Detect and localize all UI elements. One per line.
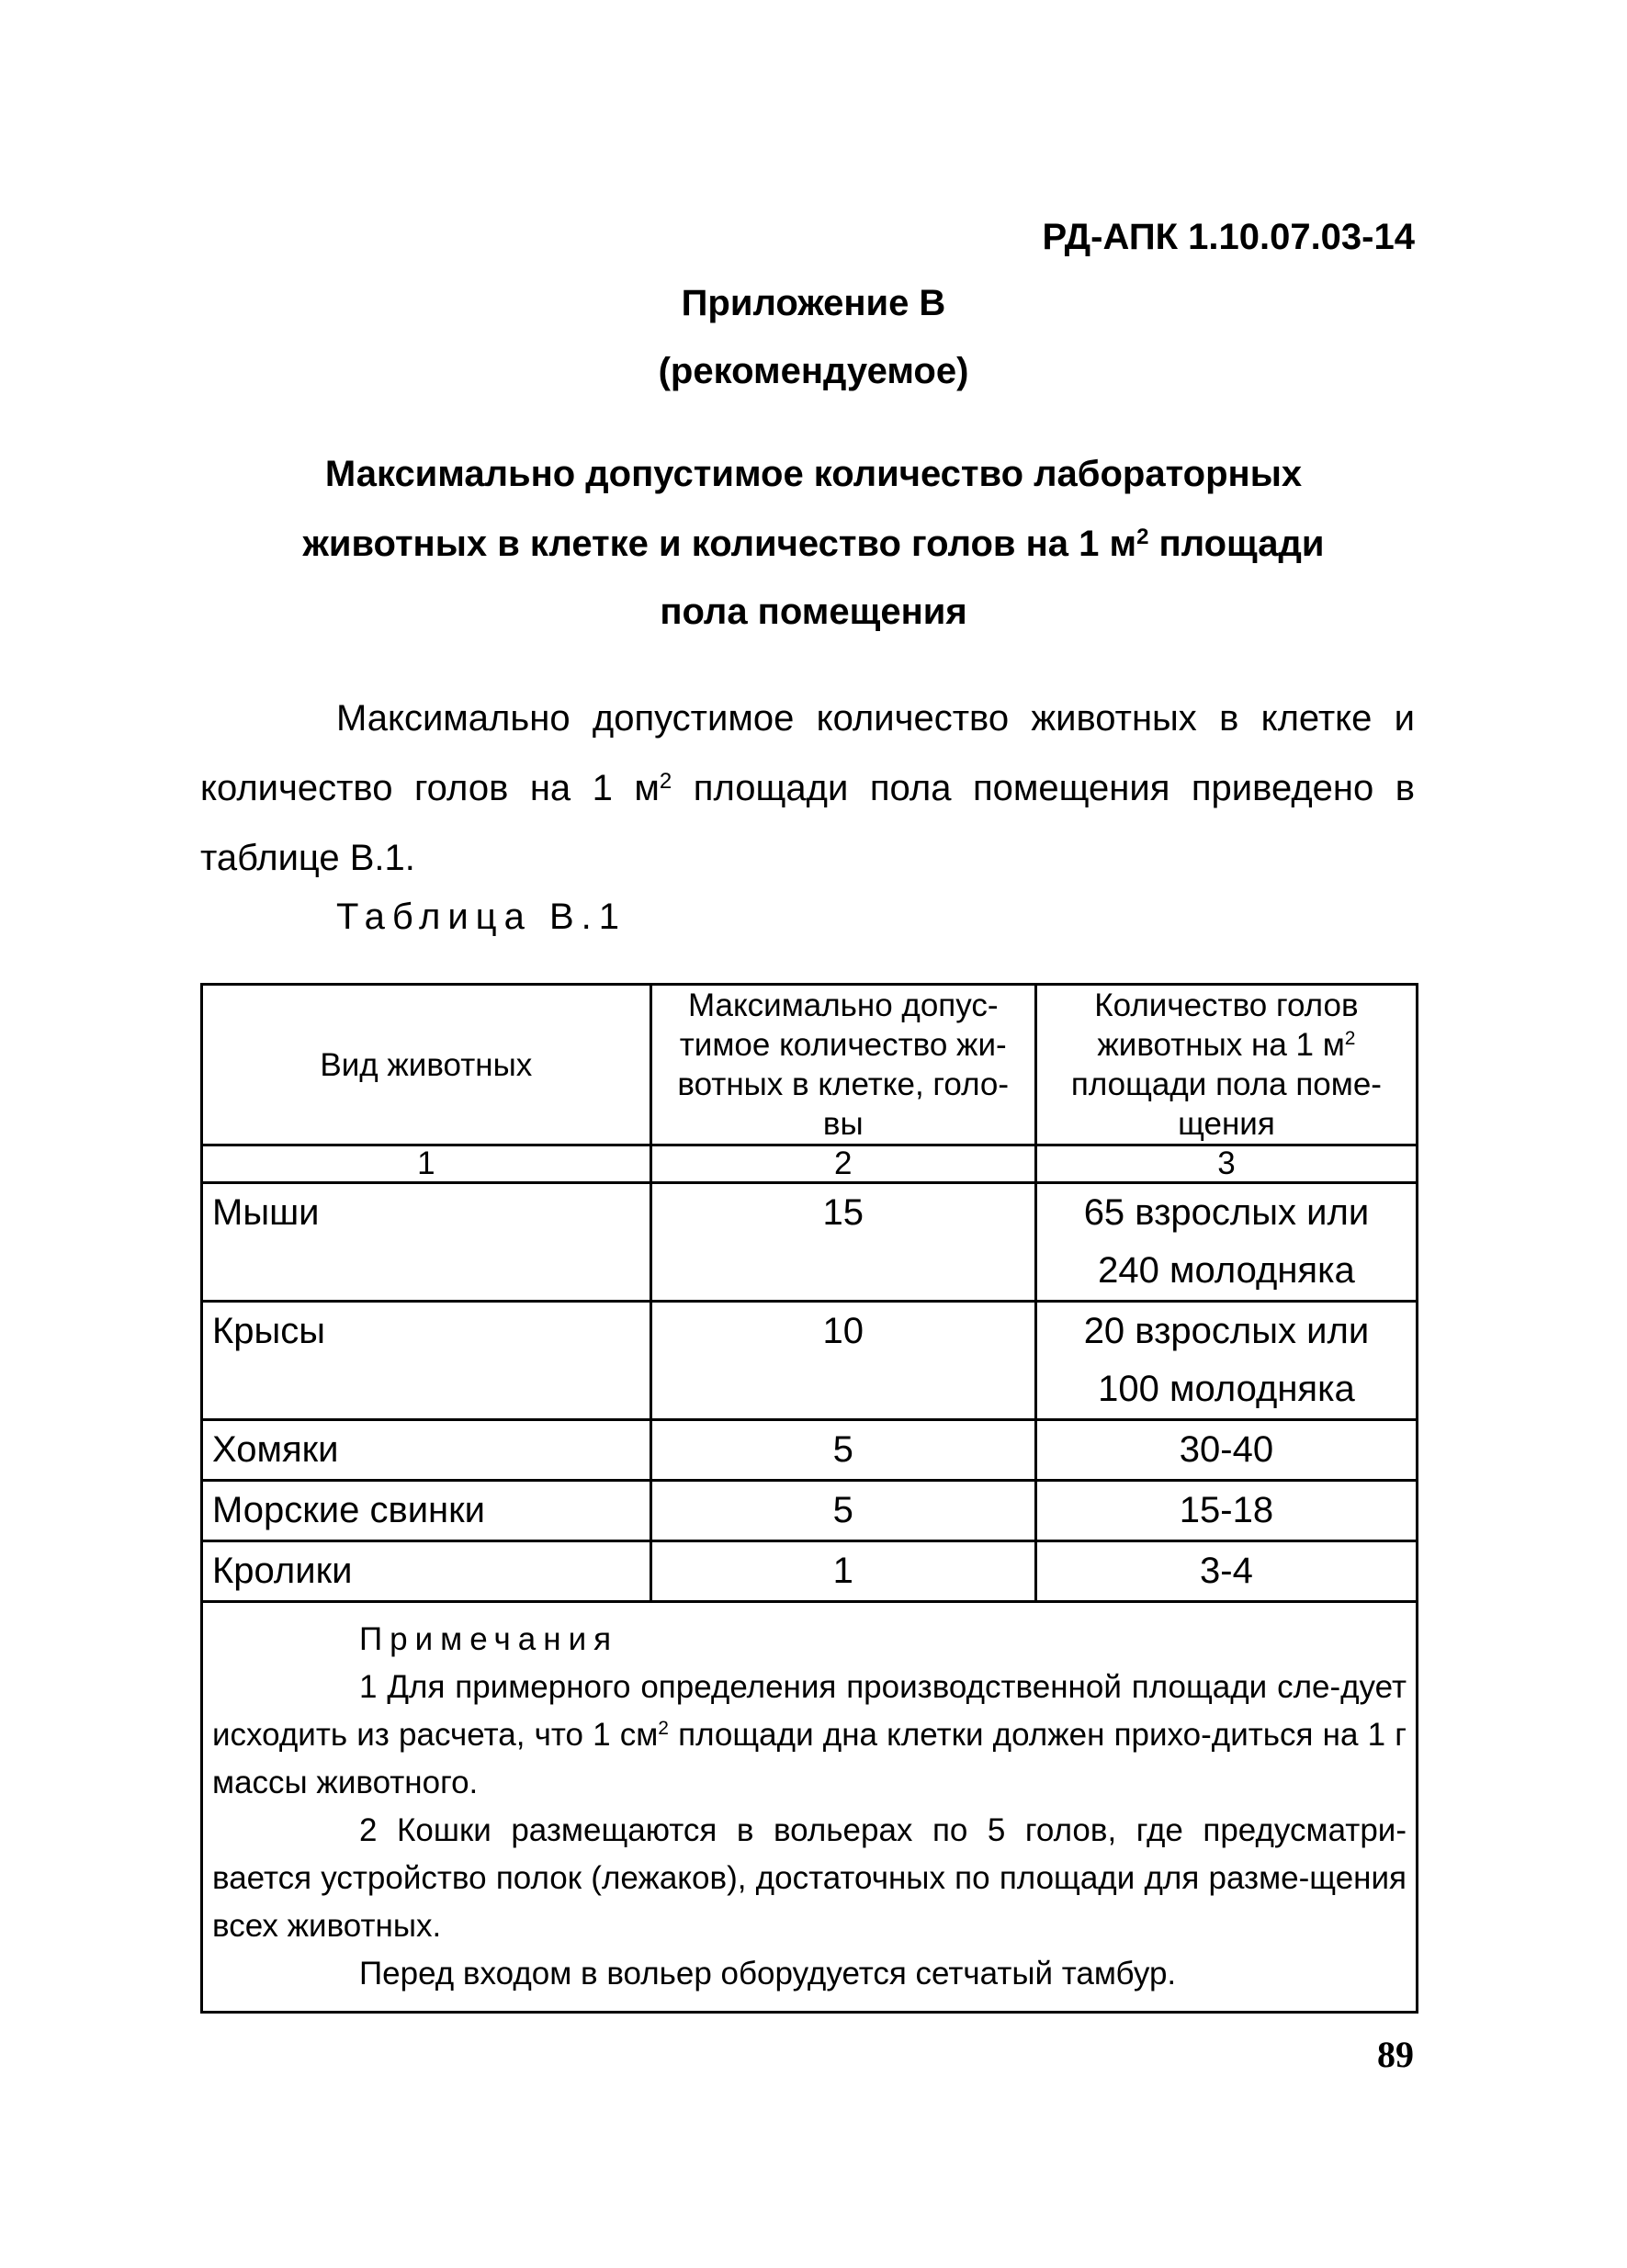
notes-title: Примечания — [359, 1621, 619, 1657]
column-number: 1 — [202, 1145, 651, 1183]
animal-name: Кролики — [202, 1541, 651, 1602]
animals-table — [200, 983, 1418, 2014]
note-1 — [212, 1664, 1407, 1807]
table-notes-row — [202, 1602, 1418, 2013]
intro-text — [200, 683, 1415, 893]
note-1-text: 1 Для примерного определения производственной площади сле-дует исходить из расчета, что 1 см — [212, 1669, 1407, 1753]
animal-name: Мыши — [202, 1183, 651, 1302]
heads-line: 240 молодняка — [1098, 1250, 1355, 1291]
table-number-row — [202, 1145, 1418, 1183]
superscript: 2 — [659, 768, 672, 794]
table-row — [202, 1541, 1418, 1602]
table-row — [202, 1420, 1418, 1481]
table-row — [202, 1481, 1418, 1541]
header-heads-per-m2 — [1035, 985, 1417, 1145]
note-1-tail: площади дна клетки должен прихо-диться на 1 г массы животного. — [212, 1717, 1407, 1800]
max-in-cage: 5 — [650, 1420, 1035, 1481]
note-3: Перед входом в вольер оборудуется сетчатый тамбур. — [359, 1956, 1177, 1992]
table-row — [202, 1302, 1418, 1420]
table-notes — [202, 1602, 1418, 2013]
header-animal-type: Вид животных — [202, 985, 651, 1145]
section-title-line-1: Максимально допустимое количество лабораторных — [324, 454, 1303, 494]
heads-per-m2 — [1035, 1302, 1417, 1420]
appendix-status: (рекомендуемое) — [658, 351, 969, 391]
section-title-line-3: пола помещения — [660, 592, 967, 632]
appendix-title: Приложение В — [681, 283, 946, 323]
animal-name: Крысы — [202, 1302, 651, 1420]
header-max-in-cage-text: Максимально допус-тимое количество жи-вотных в клетке, голо-вы — [677, 987, 1010, 1142]
superscript: 2 — [1136, 524, 1149, 549]
heads-per-m2: 3-4 — [1035, 1541, 1417, 1602]
header-max-in-cage — [650, 985, 1035, 1145]
section-title-line-2-tail: площади — [1148, 524, 1325, 564]
max-in-cage: 1 — [650, 1541, 1035, 1602]
header-heads-text: Количество голов животных на 1 м — [1094, 987, 1359, 1063]
superscript: 2 — [1344, 1028, 1356, 1050]
animal-name: Хомяки — [202, 1420, 651, 1481]
page-number: 89 — [1377, 2034, 1414, 2075]
section-title-line-2 — [0, 524, 1627, 565]
intro-paragraph — [200, 683, 1415, 893]
table-header-row — [202, 985, 1418, 1145]
max-in-cage: 15 — [650, 1183, 1035, 1302]
section-title-line-2-text: животных в клетке и количество голов на 1 м — [302, 524, 1137, 564]
heads-per-m2 — [1035, 1183, 1417, 1302]
heads-line: 100 молодняка — [1098, 1369, 1355, 1409]
intro-text-start: Максимально допустимое количество животных в клетке и количество голов на 1 м — [200, 698, 1415, 808]
column-number: 3 — [1035, 1145, 1417, 1183]
max-in-cage: 5 — [650, 1481, 1035, 1541]
heads-per-m2: 15-18 — [1035, 1481, 1417, 1541]
table-row — [202, 1183, 1418, 1302]
heads-line: 20 взрослых или — [1083, 1311, 1370, 1351]
intro-text-end: площади пола помещения приведено в таблице В.1. — [200, 768, 1415, 878]
heads-line: 65 взрослых или — [1083, 1192, 1370, 1233]
max-in-cage: 10 — [650, 1302, 1035, 1420]
heads-per-m2: 30-40 — [1035, 1420, 1417, 1481]
header-heads-tail: площади пола поме-щения — [1070, 1066, 1382, 1142]
note-2: 2 Кошки размещаются в вольерах по 5 голов, где предусматри-вается устройство полок (лежаков), достаточных по площади для разме-щения всех животных. — [212, 1812, 1407, 1944]
document-code: РД-АПК 1.10.07.03-14 — [1042, 217, 1415, 257]
column-number: 2 — [650, 1145, 1035, 1183]
animal-name: Морские свинки — [202, 1481, 651, 1541]
table-caption: Таблица В.1 — [336, 897, 627, 937]
superscript: 2 — [658, 1718, 669, 1740]
